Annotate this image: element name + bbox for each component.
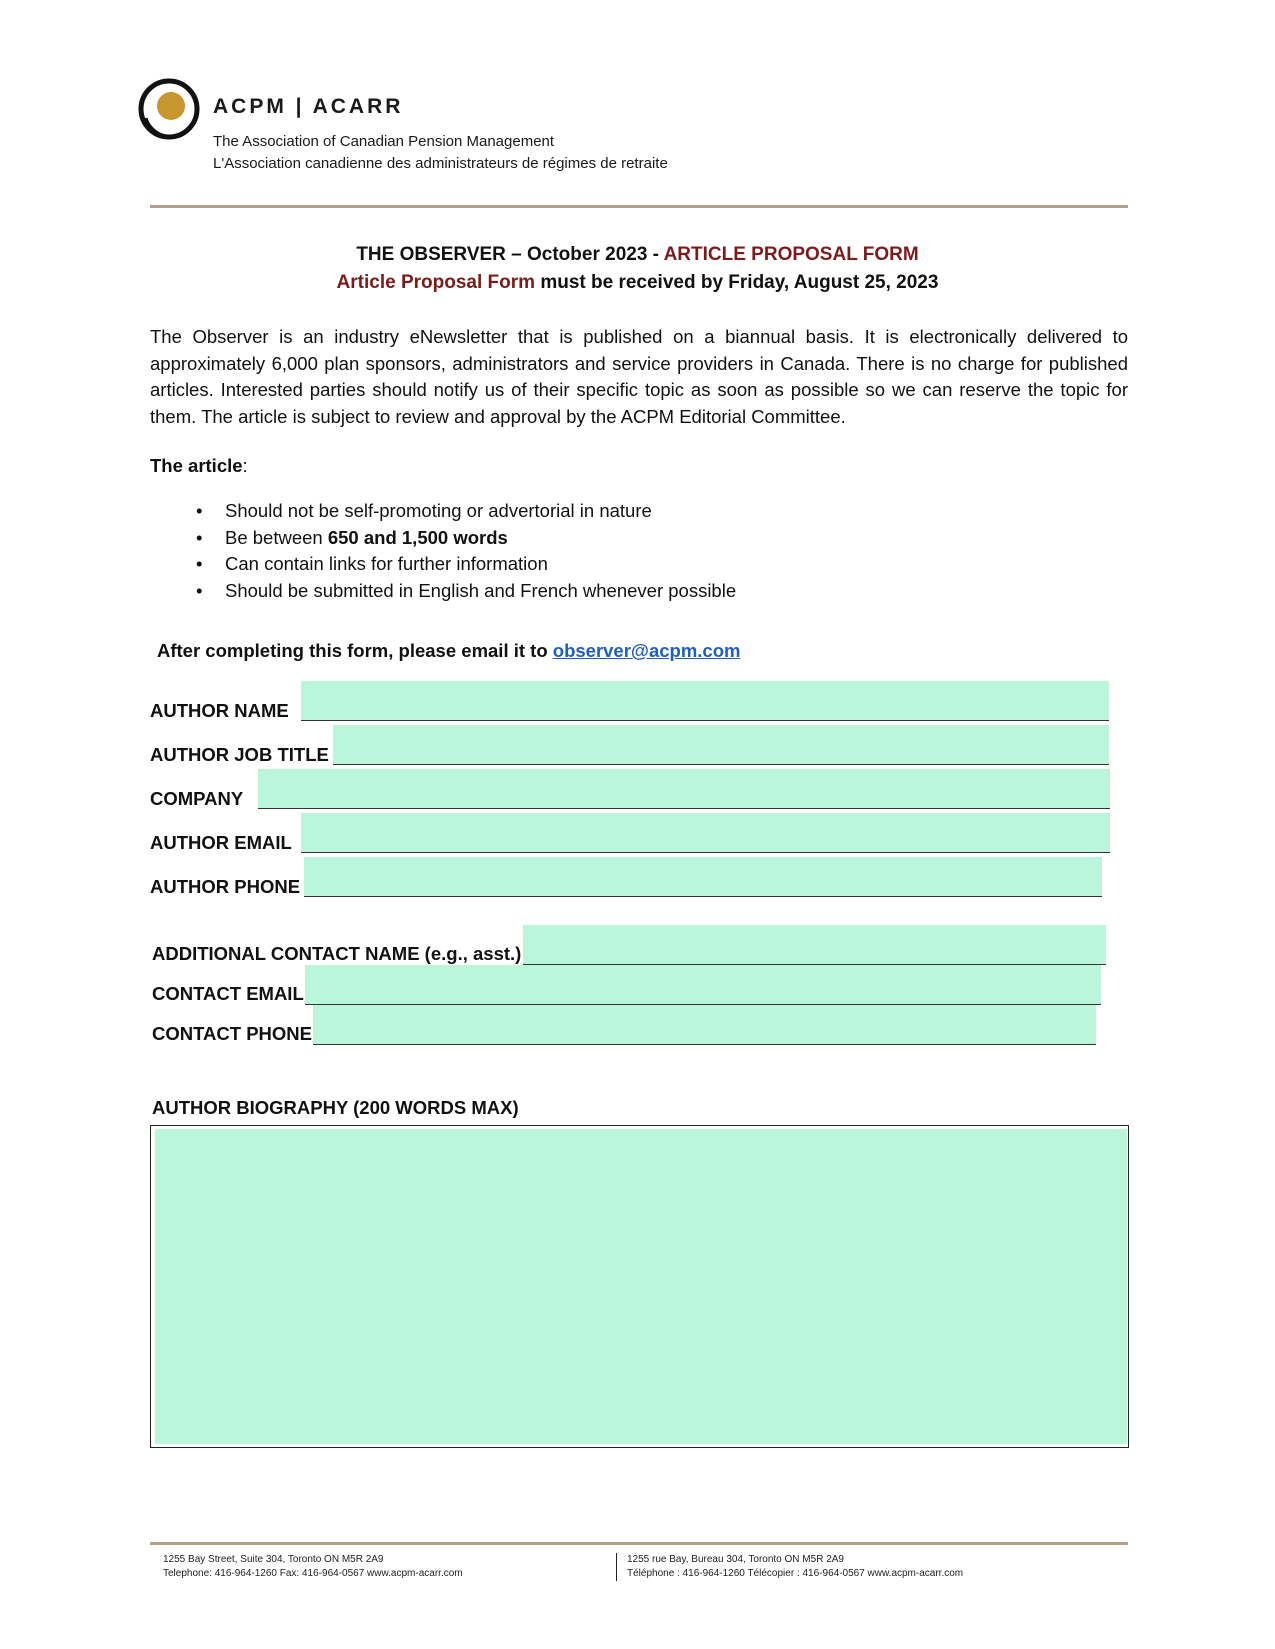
additional-contact-name-field[interactable] xyxy=(523,925,1106,965)
deadline-form-name: Article Proposal Form xyxy=(336,272,536,293)
contact-phone-field[interactable] xyxy=(313,1005,1096,1045)
author-job-title-label: AUTHOR JOB TITLE xyxy=(150,744,329,765)
article-requirements-list xyxy=(196,498,736,604)
list-item xyxy=(196,578,736,605)
bullet-icon: • xyxy=(196,500,203,521)
contact-email-field[interactable] xyxy=(305,965,1101,1005)
author-name-field[interactable] xyxy=(301,681,1109,721)
title-prefix: THE OBSERVER – October 2023 - xyxy=(356,244,664,265)
footer-divider xyxy=(150,1542,1128,1545)
footer-separator xyxy=(616,1553,617,1581)
list-item-text: Should be submitted in English and French whenever possible xyxy=(225,579,737,601)
company-label: COMPANY xyxy=(150,788,244,809)
company-field[interactable] xyxy=(258,769,1110,809)
deadline-text: must be received by Friday, August 25, 2023 xyxy=(535,272,939,293)
org-name-en: The Association of Canadian Pension Management xyxy=(213,133,555,150)
footer-address-fr xyxy=(627,1553,963,1581)
word-count-range: 650 and 1,500 words xyxy=(327,526,508,548)
deadline-line xyxy=(0,272,1275,294)
email-instructions-text: After completing this form, please email it to xyxy=(157,640,553,661)
list-item xyxy=(196,498,736,525)
article-heading xyxy=(150,455,248,477)
footer-address-en xyxy=(163,1553,463,1581)
bullet-icon: • xyxy=(196,579,203,601)
footer-contact-fr: Téléphone : 416-964-1260 Télécopier : 416-964-0567 www.acpm-acarr.com xyxy=(627,1568,964,1579)
author-biography-field[interactable] xyxy=(155,1129,1127,1444)
author-name-label: AUTHOR NAME xyxy=(150,700,289,721)
brand-name: ACPM | ACARR xyxy=(213,95,404,118)
author-email-field[interactable] xyxy=(301,813,1110,853)
acpm-logo-icon xyxy=(138,78,200,140)
author-email-label: AUTHOR EMAIL xyxy=(150,832,292,853)
header-divider xyxy=(150,205,1128,208)
list-item xyxy=(196,551,736,578)
article-heading-colon: : xyxy=(242,455,248,476)
list-item xyxy=(196,525,736,552)
title-form-name: ARTICLE PROPOSAL FORM xyxy=(663,244,919,265)
footer-address-en-line1: 1255 Bay Street, Suite 304, Toronto ON M5R 2A9 xyxy=(163,1554,384,1565)
article-heading-text: The article xyxy=(150,455,243,476)
intro-paragraph: The Observer is an industry eNewsletter that is published on a biannual basis. It is electronically delivered to approximately 6,000 plan sponsors, administrators and service providers in Canada. There is no charge for published articles. Interested parties should notify us of their specific topic as soon as possible so we can reserve the topic for them. The article is subject to review and approval by the ACPM Editorial Committee. xyxy=(150,326,1128,427)
author-biography-box xyxy=(150,1125,1129,1448)
author-job-title-field[interactable] xyxy=(333,725,1109,765)
email-instructions xyxy=(157,640,740,662)
footer-address-fr-line1: 1255 rue Bay, Bureau 304, Toronto ON M5R 2A9 xyxy=(627,1554,844,1565)
form-title xyxy=(0,244,1275,266)
list-item-text: Should not be self-promoting or advertorial in nature xyxy=(225,500,652,521)
bullet-icon: • xyxy=(196,553,203,574)
bullet-icon: • xyxy=(196,526,203,548)
additional-contact-name-label: ADDITIONAL CONTACT NAME (e.g., asst.) xyxy=(152,943,522,964)
contact-email-label: CONTACT EMAIL xyxy=(152,983,304,1004)
contact-phone-label: CONTACT PHONE xyxy=(152,1023,312,1044)
list-item-text: Can contain links for further information xyxy=(225,553,548,574)
footer-contact-en: Telephone: 416-964-1260 Fax: 416-964-0567 www.acpm-acarr.com xyxy=(163,1568,463,1579)
org-name-fr: L'Association canadienne des administrateurs de régimes de retraite xyxy=(213,155,668,172)
author-phone-label: AUTHOR PHONE xyxy=(150,876,301,897)
author-phone-field[interactable] xyxy=(304,857,1102,897)
author-biography-label: AUTHOR BIOGRAPHY (200 WORDS MAX) xyxy=(152,1097,519,1118)
observer-email-link[interactable]: observer@acpm.com xyxy=(552,640,741,661)
list-item-text: Be between xyxy=(225,526,328,548)
